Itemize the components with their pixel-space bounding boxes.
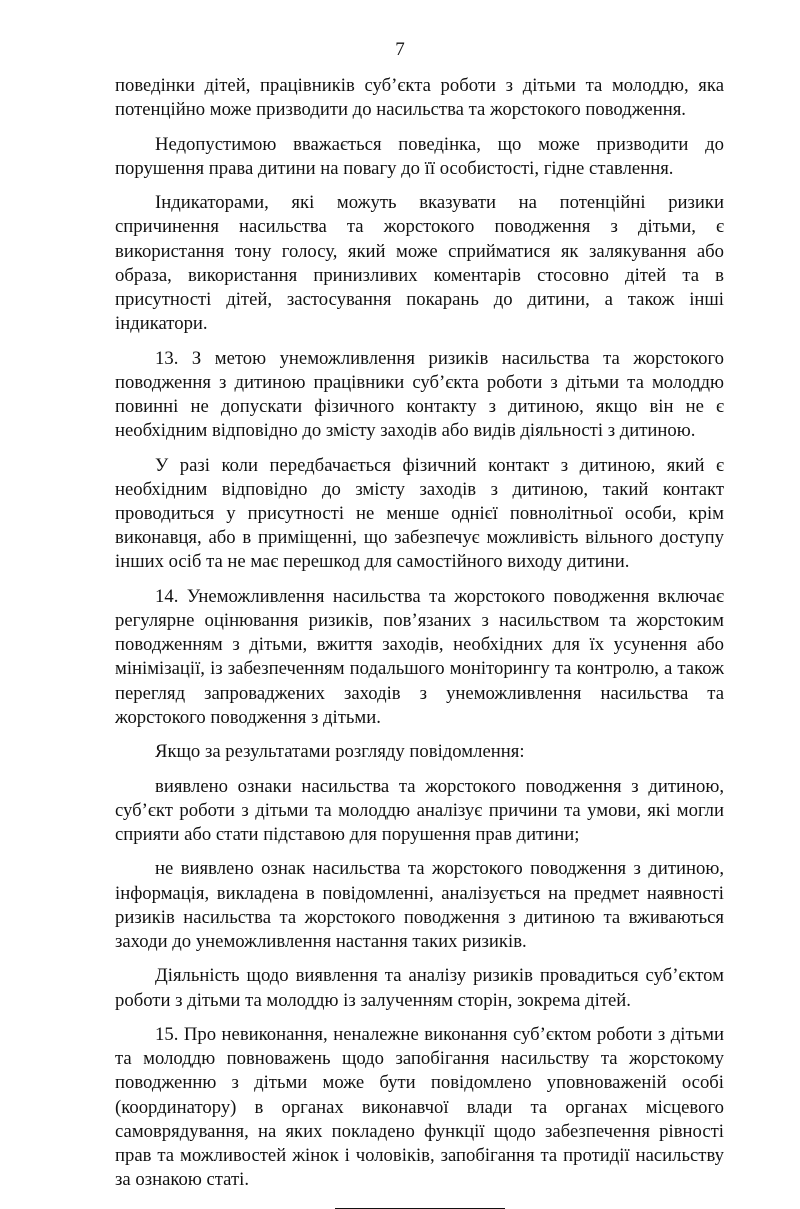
document-body xyxy=(115,74,724,1209)
paragraph-review-results-intro: Якщо за результатами розгляду повідомлення: xyxy=(155,741,525,763)
paragraph-signs-detected: виявлено ознаки насильства та жорстокого поводження з дитиною, суб’єкт роботи з дітьми та молоддю аналізує причини та умови, які могли сприяти або стати підставою для порушення прав дитини; xyxy=(115,775,724,845)
paragraph-item-13: 13. З метою унеможливлення ризиків насильства та жорстокого поводження з дитиною працівники суб’єкта роботи з дітьми та молоддю повинні не допускати фізичного контакту з дитиною, якщо він не є необхідним відповідно до змісту заходів або видів діяльності з дитиною. xyxy=(115,347,724,442)
paragraph-inadmissible-behavior: Недопустимою вважається поведінка, що може призводити до порушення права дитини на повагу до її особистості, гідне ставлення. xyxy=(115,133,724,179)
paragraph-signs-not-detected: не виявлено ознак насильства та жорстокого поводження з дитиною, інформація, викладена в повідомленні, аналізується на предмет наявності ризиків насильства та жорстокого поводження з дитиною та вживаються заходи до унеможливлення настання таких ризиків. xyxy=(115,858,724,952)
paragraph-continuation: поведінки дітей, працівників суб’єкта роботи з дітьми та молоддю, яка потенційно може призводити до насильства та жорстокого поводження. xyxy=(115,75,724,121)
paragraph-risk-indicators: Індикаторами, які можуть вказувати на потенційні ризики спричинення насильства та жорстокого поводження з дітьми, є використання тону голосу, який може сприйматися як залякування або образа, використання принизливих коментарів стосовно дітей та в присутності дітей, застосування покарань до дитини, а також інші індикатори. xyxy=(115,192,724,335)
paragraph-item-14: 14. Унеможливлення насильства та жорстокого поводження включає регулярне оцінювання ризиків, пов’язаних з насильством та жорстоким поводженням з дітьми, вжиття заходів, необхідних для їх усунення або мінімізації, із забезпеченням подальшого моніторингу та контролю, а також перегляд запроваджених заходів з унеможливлення насильства та жорстокого поводження з дітьми. xyxy=(115,585,724,728)
paragraph-physical-contact: У разі коли передбачається фізичний контакт з дитиною, який є необхідним відповідно до змісту заходів з дитиною, такий контакт проводиться у присутності не менше однієї повнолітньої особи, крім виконавця, або в приміщенні, що забезпечує можливість вільного доступу інших осіб та не має перешкод для самостійного виходу дитини. xyxy=(115,454,724,573)
page-number: 7 xyxy=(395,39,405,60)
paragraph-risk-analysis-activity: Діяльність щодо виявлення та аналізу ризиків провадиться суб’єктом роботи з дітьми та молоддю із залученням сторін, зокрема дітей. xyxy=(115,965,724,1011)
paragraph-item-15: 15. Про невиконання, неналежне виконання суб’єктом роботи з дітьми та молоддю повноважень щодо запобігання насильству та жорстокому поводженню з дітьми може бути повідомлено уповноваженій особі (координатору) в органах виконавчої влади та органах місцевого самоврядування, на яких покладено функції щодо забезпечення рівності прав та можливостей жінок і чоловіків, запобігання та протидії насильству за ознакою статі. xyxy=(115,1023,724,1191)
